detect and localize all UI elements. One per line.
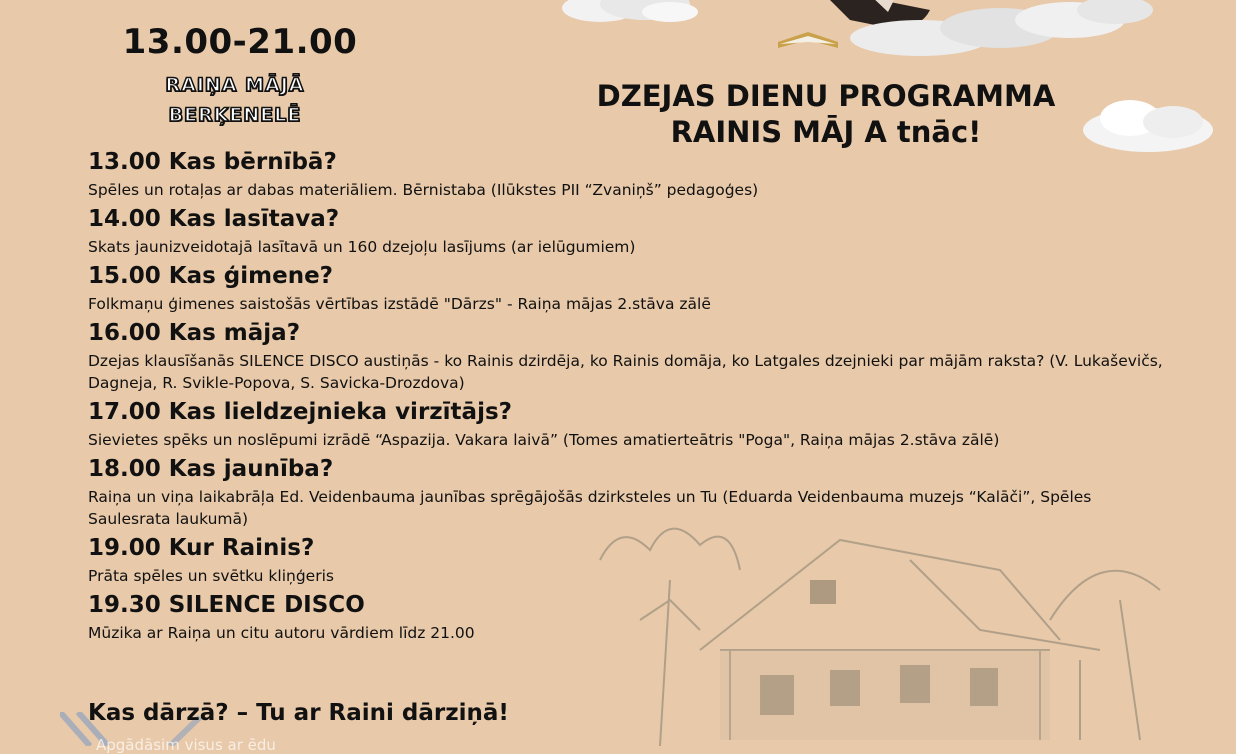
program-title-line-2: RAINIS MĀJ A tnāc!	[670, 115, 982, 149]
schedule-item-title: 16.00 Kas māja?	[88, 320, 301, 346]
schedule-item-title: 13.00 Kas bērnībā?	[88, 149, 337, 175]
program-title-line-1: DZEJAS DIENU PROGRAMMA	[596, 79, 1056, 113]
schedule-item	[88, 532, 1168, 587]
cloud-illustration-top-left	[560, 0, 700, 30]
program-title	[556, 78, 1096, 150]
schedule-item	[88, 203, 1168, 258]
venue-line-1: RAIŅA MĀJĀ	[165, 74, 305, 96]
schedule-item-title: 15.00 Kas ģimene?	[88, 263, 334, 289]
schedule-item-description: Sievietes spēks un noslēpumi izrādē “Aspazija. Vakara laivā” (Tomes amatierteātris "Poga", Raiņa mājas 2.stāva zālē)	[88, 431, 1000, 449]
schedule-item-description: Prāta spēles un svētku kliņģeris	[88, 567, 334, 585]
schedule-item	[88, 317, 1168, 394]
schedule-item-description: Spēles un rotaļas ar dabas materiāliem. Bērnistaba (Ilūkstes PII “Zvaniņš” pedagoģes)	[88, 181, 759, 199]
garden-closing-line: Kas dārzā? – Tu ar Raini dārziņā!	[88, 700, 509, 726]
bottom-partial-text: Apgādāsim visus ar ēdu	[96, 736, 276, 754]
schedule-item-title: 17.00 Kas lieldzejnieka virzītājs?	[88, 399, 512, 425]
schedule-item-title: 19.00 Kur Rainis?	[88, 535, 315, 561]
schedule-item-title: 18.00 Kas jaunība?	[88, 456, 334, 482]
schedule-item-title: 14.00 Kas lasītava?	[88, 206, 340, 232]
venue-line-2: BERĶENELĒ	[168, 104, 302, 126]
schedule-item	[88, 146, 1168, 201]
schedule-item-description: Folkmaņu ģimenes saistošās vērtības izstādē "Dārzs" - Raiņa mājas 2.stāva zālē	[88, 295, 711, 313]
schedule-item	[88, 589, 1168, 644]
event-time: 13.00-21.00	[122, 22, 358, 62]
schedule-list	[88, 146, 1168, 646]
venue-label	[110, 70, 360, 130]
schedule-item-description: Raiņa un viņa laikabrāļa Ed. Veidenbauma jaunības sprēgājošās dzirksteles un Tu (Eduarda Veidenbauma muzejs “Kalāči”, Spēles Saulesrata laukumā)	[88, 488, 1092, 528]
schedule-item	[88, 396, 1168, 451]
schedule-item-description: Skats jaunizveidotajā lasītavā un 160 dzejoļu lasījums (ar ielūgumiem)	[88, 238, 636, 256]
schedule-item-description: Dzejas klausīšanās SILENCE DISCO austiņās - ko Rainis dzirdēja, ko Rainis domāja, ko Latgales dzejnieki par mājām raksta? (V. Lukaševičs, Dagneja, R. Svikle-Popova, S. Savicka-Drozdova)	[88, 352, 1163, 392]
cloud-and-book-illustration	[770, 0, 1160, 70]
schedule-item-title: 19.30 SILENCE DISCO	[88, 592, 365, 618]
schedule-item	[88, 260, 1168, 315]
schedule-item	[88, 453, 1168, 530]
schedule-item-description: Mūzika ar Raiņa un citu autoru vārdiem līdz 21.00	[88, 624, 475, 642]
